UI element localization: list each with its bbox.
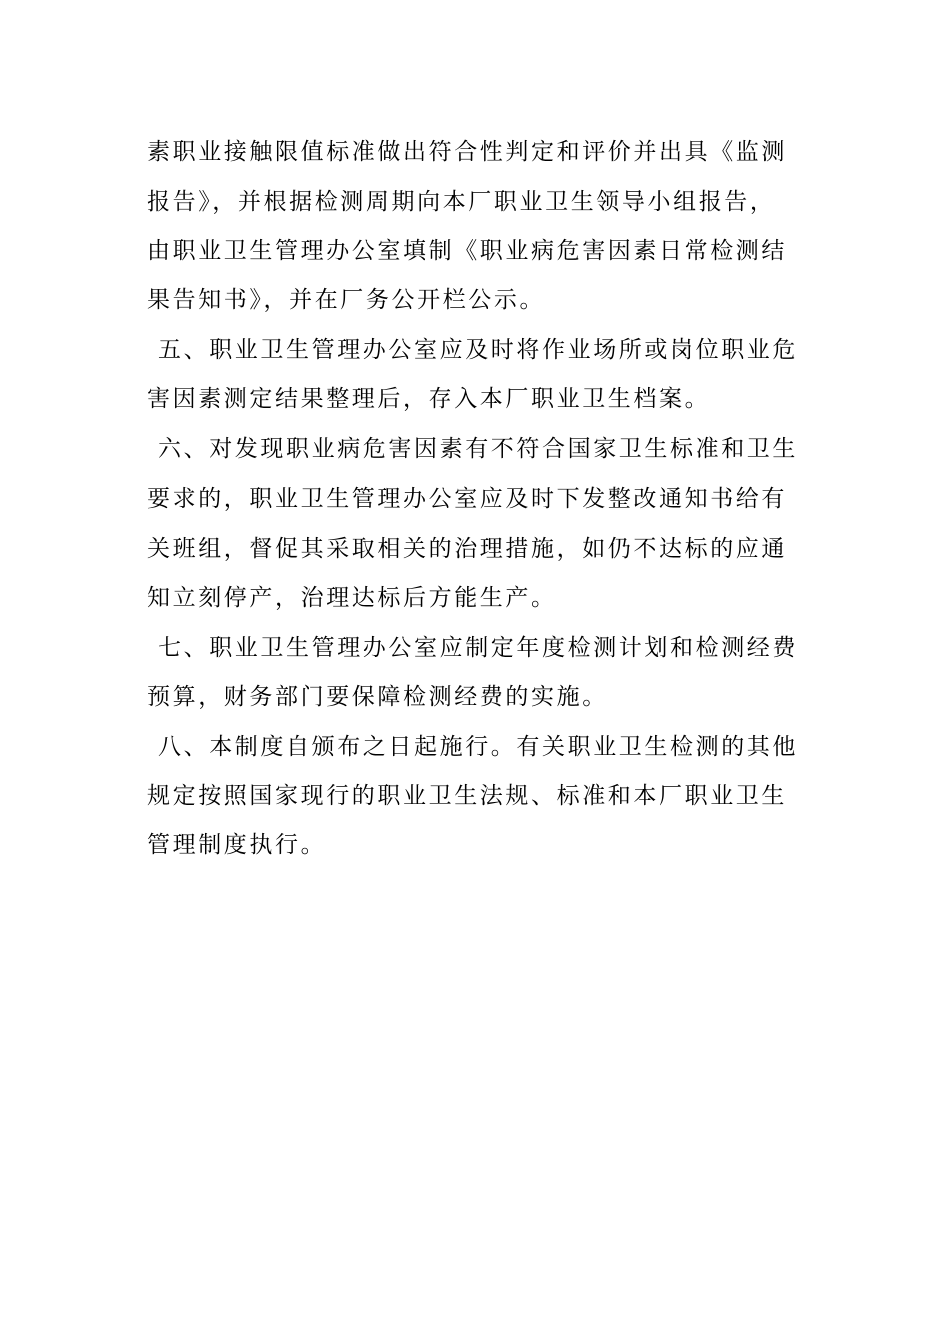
- text-line: 规定按照国家现行的职业卫生法规、标准和本厂职业卫生: [147, 783, 787, 809]
- text-line: 关班组，督促其采取相关的治理措施，如仍不达标的应通: [147, 536, 787, 562]
- paragraph-seven-first-line: 七、职业卫生管理办公室应制定年度检测计划和检测经费: [158, 635, 798, 661]
- paragraph-six-first-line: 六、对发现职业病危害因素有不符合国家卫生标准和卫生: [158, 436, 798, 462]
- text-line: 害因素测定结果整理后，存入本厂职业卫生档案。: [147, 386, 711, 412]
- paragraph-eight-first-line: 八、本制度自颁布之日起施行。有关职业卫生检测的其他: [158, 734, 798, 760]
- text-line: 由职业卫生管理办公室填制《职业病危害因素日常检测结: [147, 238, 787, 264]
- text-line: 预算，财务部门要保障检测经费的实施。: [147, 684, 608, 710]
- text-line: 知立刻停产，治理达标后方能生产。: [147, 585, 557, 611]
- text-line: 报告》，并根据检测周期向本厂职业卫生领导小组报告，: [147, 189, 776, 215]
- paragraph-five-first-line: 五、职业卫生管理办公室应及时将作业场所或岗位职业危: [158, 337, 798, 363]
- text-line: 果告知书》，并在厂务公开栏公示。: [147, 287, 546, 313]
- text-line: 素职业接触限值标准做出符合性判定和评价并出具《监测: [147, 139, 787, 165]
- text-line: 管理制度执行。: [147, 832, 327, 858]
- text-line: 要求的，职业卫生管理办公室应及时下发整改通知书给有: [147, 486, 787, 512]
